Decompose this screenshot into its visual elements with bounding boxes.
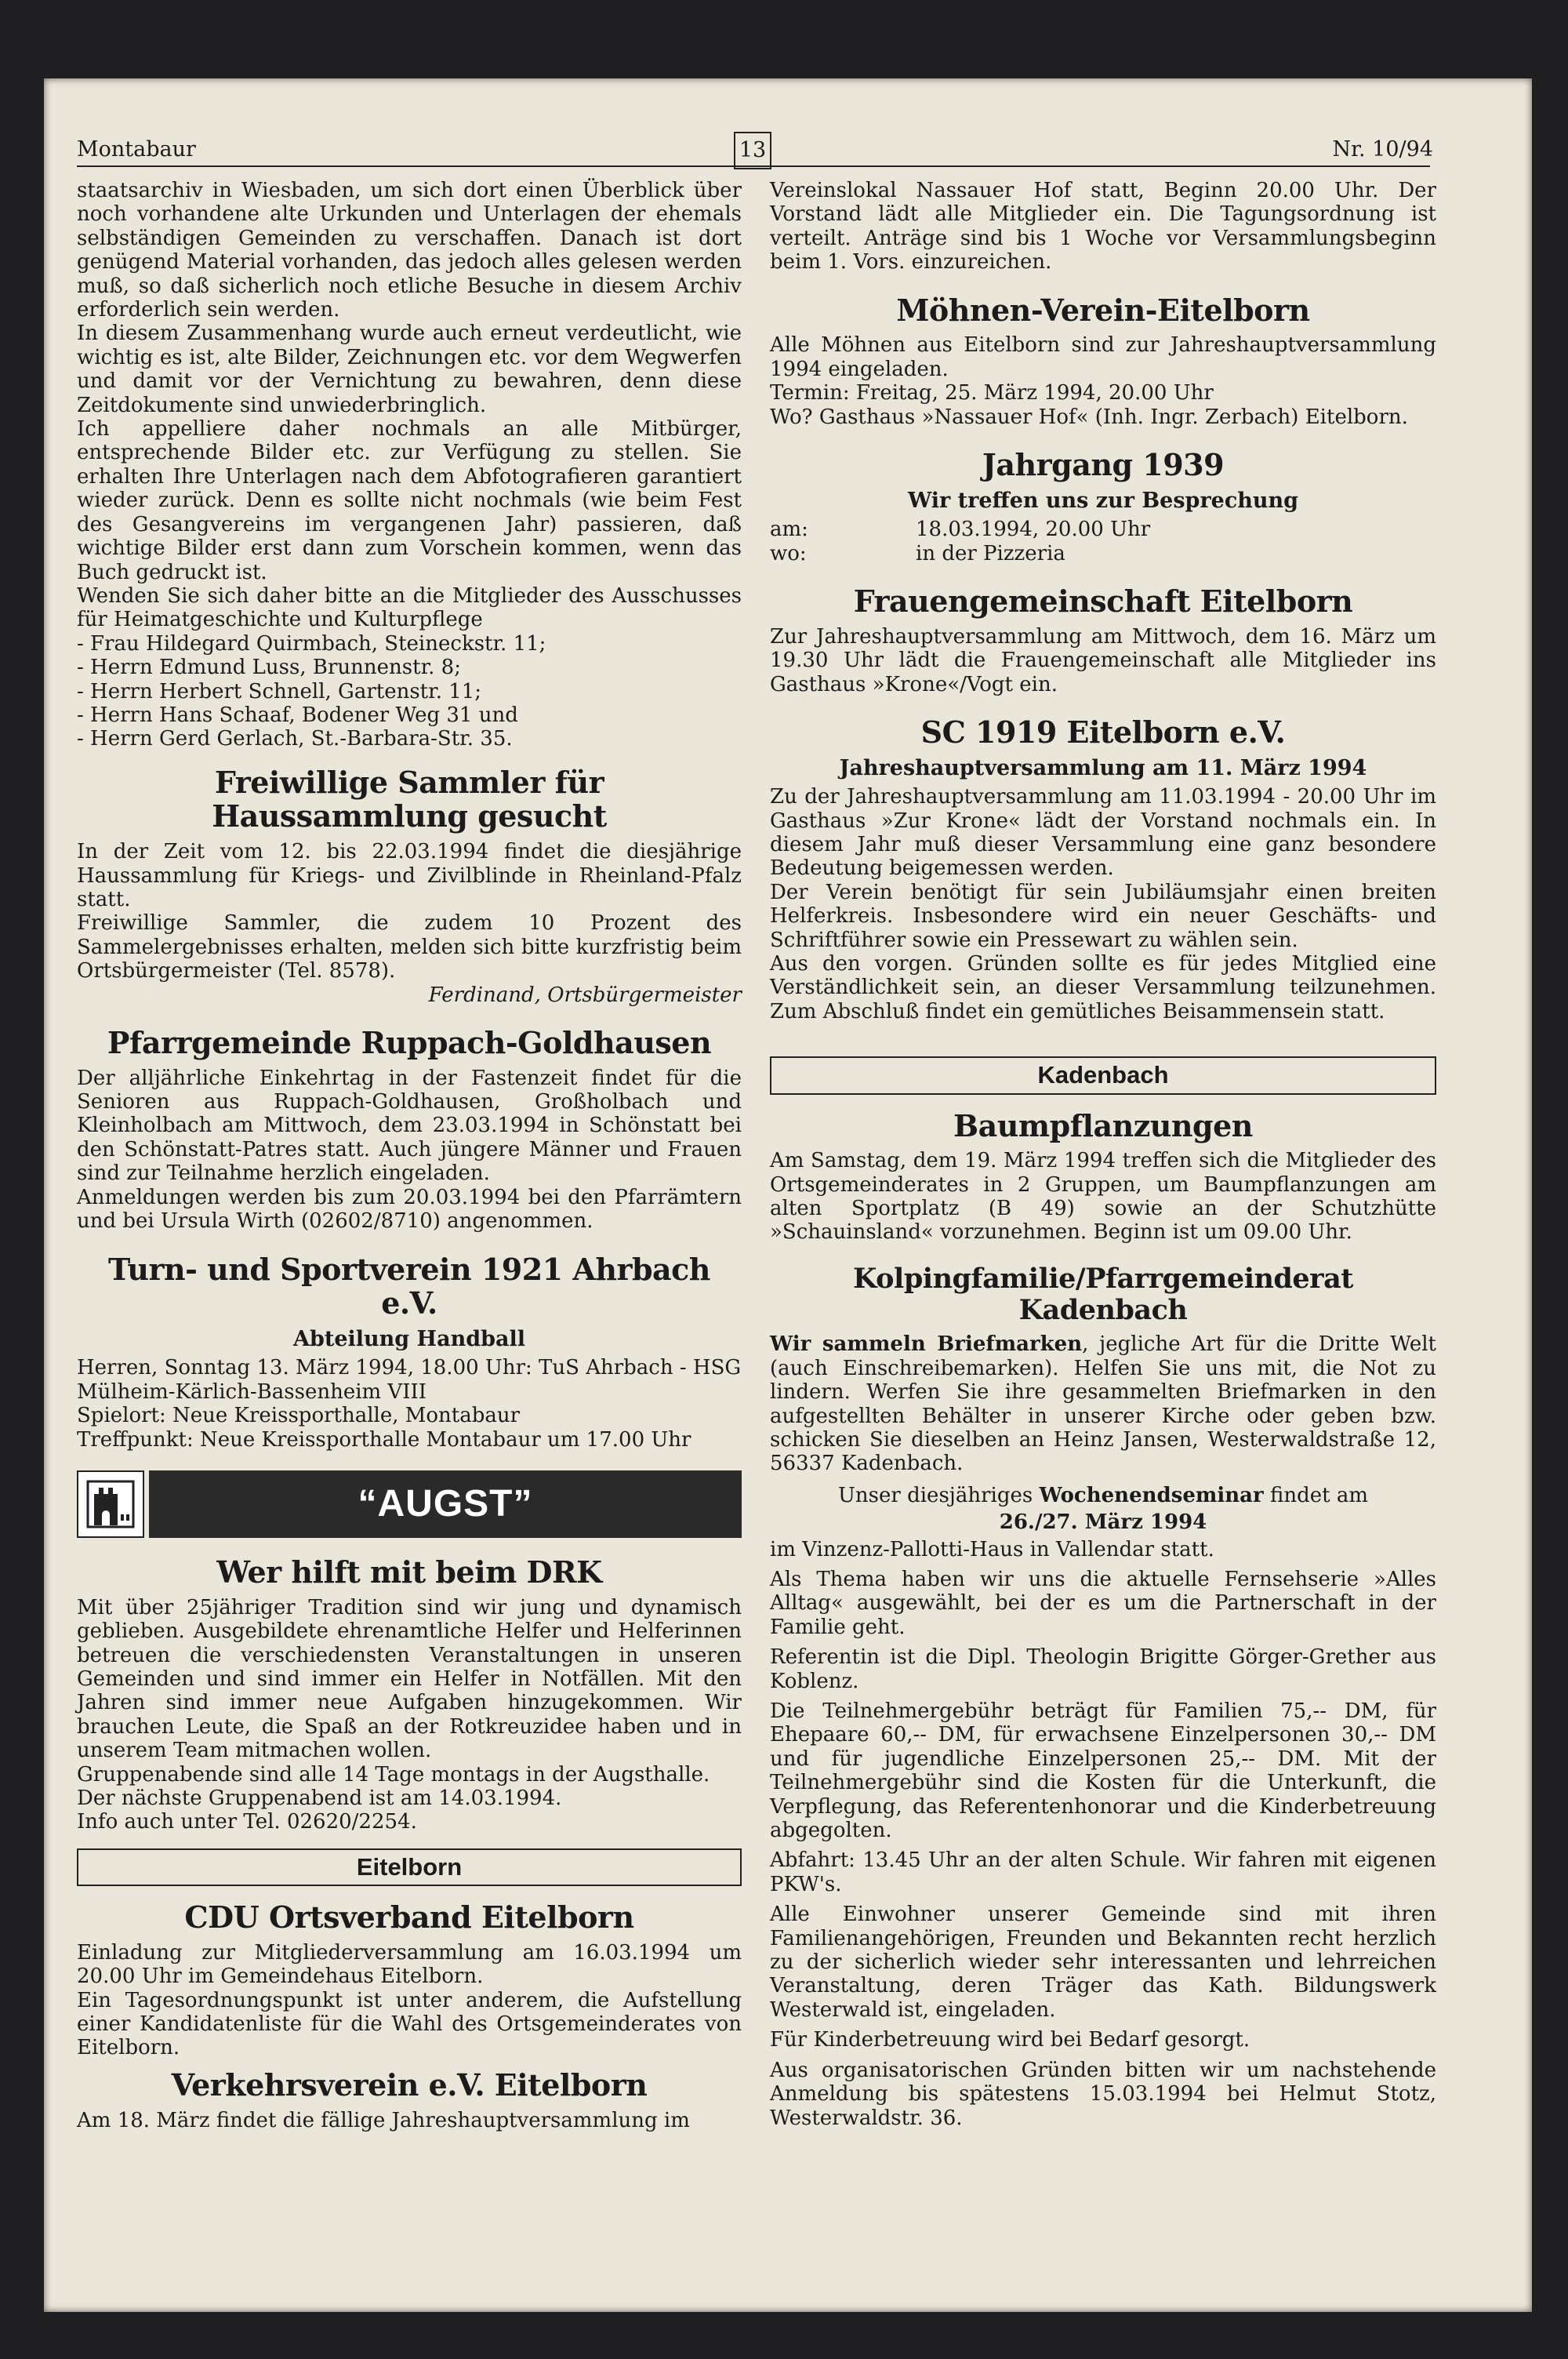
kolping-lead <box>770 1332 1436 1475</box>
pfarr-paragraph: Der alljährliche Einkehrtag in der Fastenzeit findet für die Senioren aus Ruppach-Goldhausen, Großholbach und Kleinholbach am Mittwoch, dem 23.03.1994 in Schönstatt bei den Schönstatt-Patres statt. Auch jüngere Männer und Frauen sind zur Teilnahme herzlich eingeladen. <box>77 1066 742 1186</box>
baum-paragraph: Am Samstag, dem 19. März 1994 treffen sich die Mitglieder des Ortsgemeinderates in 2 Gruppen, um Baumpflanzungen am alten Sportplatz (B 49) sowie an der Schutzhütte »Schauinsland« vorzunehmen. Beginn ist um 09.00 Uhr. <box>770 1149 1436 1245</box>
header-issue: Nr. 10/94 <box>1332 137 1433 162</box>
subheading-jahreshauptversammlung: Jahreshauptversammlung am 11. März 1994 <box>839 755 1367 780</box>
member-item: - Herrn Hans Schaaf, Bodener Weg 31 und <box>77 703 518 727</box>
augst-title: “AUGST” <box>149 1470 742 1538</box>
subheading-handball: Abteilung Handball <box>293 1326 525 1351</box>
heading-frauengemeinschaft: Frauengemeinschaft Eitelborn <box>853 583 1353 620</box>
augst-banner <box>77 1470 742 1538</box>
right-column <box>770 179 1436 2130</box>
sc-paragraph: Zu der Jahreshauptversammlung am 11.03.1994 - 20.00 Uhr im Gasthaus »Zur Krone« lädt der Vorstand nochmals ein. In diesem Jahr muß dieser Versammlung eine ganz besondere Bedeutung beigemessen werden. <box>770 785 1436 881</box>
kolping-paragraph: Als Thema haben wir uns die aktuelle Fernsehserie »Alles Alltag« ausgewählt, bei der es um die Partnerschaft in der Familie geht. <box>770 1567 1436 1639</box>
seminar-place: im Vinzenz-Pallotti-Haus in Vallendar statt. <box>770 1537 1214 1561</box>
member-item: - Herrn Herbert Schnell, Gartenstr. 11; <box>77 679 482 703</box>
signature: Ferdinand, Ortsbürgermeister <box>428 983 742 1007</box>
intro-paragraph: staatsarchiv in Wiesbaden, um sich dort einen Überblick über noch vorhandene alte Urkunden und Unterlagen der ehemals selbständigen Gemeinden zu verschaffen. Danach ist dort genügend Material vorhanden, das jedoch alles gelesen werden muß, so daß sicherlich noch etliche Besuche in diesem Archiv erforderlich sein werden. <box>77 179 742 322</box>
sammler-paragraph: In der Zeit vom 12. bis 22.03.1994 findet die diesjährige Haussammlung für Kriegs- und Zivilblinde in Rheinland-Pfalz statt. <box>77 840 742 911</box>
kolping-paragraph: Abfahrt: 13.45 Uhr an der alten Schule. Wir fahren mit eigenen PKW's. <box>770 1848 1436 1896</box>
section-box-eitelborn: Eitelborn <box>77 1848 742 1886</box>
meeting-place-row <box>770 542 1436 565</box>
turn-line: Herren, Sonntag 13. März 1994, 18.00 Uhr: TuS Ahrbach - HSG Mülheim-Kärlich-Bassenheim VIII <box>77 1356 742 1404</box>
cdu-paragraph: Ein Tagesordnungspunkt ist unter anderem, die Aufstellung einer Kandidatenliste für die Wahl des Ortsgemeinderates von Eitelborn. <box>77 1988 742 2060</box>
left-column <box>77 179 742 2132</box>
drk-paragraph: Gruppenabende sind alle 14 Tage montags in der Augsthalle. Der nächste Gruppenabend ist am 14.03.1994. <box>77 1762 710 1811</box>
moehnen-paragraph: Alle Möhnen aus Eitelborn sind zur Jahreshauptversammlung 1994 eingeladen. <box>770 333 1436 381</box>
heading-kolpingfamilie: Kolpingfamilie/Pfarrgemeinderat Kadenbach <box>853 1262 1353 1327</box>
kolping-paragraph: Für Kinderbetreuung wird bei Bedarf gesorgt. <box>770 2028 1250 2052</box>
page-number: 13 <box>734 132 771 169</box>
pfarr-paragraph: Anmeldungen werden bis zum 20.03.1994 bei den Pfarrämtern und bei Ursula Wirth (02602/8710) angenommen. <box>77 1185 742 1234</box>
heading-turnverein: Turn- und Sportverein 1921 Ahrbach e.V. <box>108 1251 710 1321</box>
moehnen-paragraph: Termin: Freitag, 25. März 1994, 20.00 Uhr <box>770 381 1214 405</box>
sc-paragraph: Der Verein benötigt für sein Jubiläumsjahr einen breiten Helferkreis. Insbesondere wird ein neuer Geschäfts- und Schriftführer sowie ein Pressewart zu wählen sein. <box>770 880 1436 952</box>
kolping-lead-bold: Wir sammeln Briefmarken <box>770 1332 1083 1357</box>
seminar-line <box>770 1484 1436 1507</box>
intro-paragraph: Ich appelliere daher nochmals an alle Mitbürger, entsprechende Bilder etc. zur Verfügung zu stellen. Sie erhalten Ihre Unterlagen nach dem Abfotografieren garantiert wieder zurück. Denn es sollte nicht nochmals (wie beim Fest des Gesangvereins im vergangenen Jahr) passieren, daß wichtige Bilder erst dann zum Vorschein kommen, wenn das Buch gedruckt ist. <box>77 417 742 584</box>
heading-baumpflanzungen: Baumpflanzungen <box>953 1107 1253 1143</box>
intro-paragraph: In diesem Zusammenhang wurde auch erneut verdeutlicht, wie wichtig es ist, alte Bilder, Zeichnungen etc. vor dem Wegwerfen und damit vor der Vernichtung zu bewahren, denn diese Zeitdokumente sind unwiederbringlich. <box>77 322 742 417</box>
moehnen-paragraph: Wo? Gasthaus »Nassauer Hof« (Inh. Ingr. Zerbach) Eitelborn. <box>770 405 1408 429</box>
heading-cdu: CDU Ortsverband Eitelborn <box>184 1899 634 1936</box>
value-wo: in der Pizzeria <box>916 541 1065 565</box>
sc-paragraph: Aus den vorgen. Gründen sollte es für jedes Mitglied eine Verständlichkeit sein, an dieser Versammlung teilzunehmen. Zum Abschluß findet ein gemütliches Beisammensein statt. <box>770 952 1436 1023</box>
cdu-paragraph: Einladung zur Mitgliederversammlung am 16.03.1994 um 20.00 Uhr im Gemeindehaus Eitelborn. <box>77 1940 742 1989</box>
verkehr-paragraph: Am 18. März findet die fällige Jahreshauptversammlung im <box>77 2108 690 2132</box>
kolping-paragraph: Alle Einwohner unserer Gemeinde sind mit ihren Familienangehörigen, Freunden und Bekannten recht herzlich zu der sicherlich wieder sehr interessanten und lehrreichen Veranstaltung, deren Träger das Kath. Bildungswerk Westerwald ist, eingeladen. <box>770 1903 1436 2022</box>
seminar-pre: Unser diesjähriges <box>838 1483 1040 1507</box>
heading-sammler: Freiwillige Sammler für Haussammlung gesucht <box>212 764 607 834</box>
section-box-kadenbach: Kadenbach <box>770 1056 1436 1094</box>
subheading-besprechung: Wir treffen uns zur Besprechung <box>907 488 1299 513</box>
meeting-date-row <box>770 518 1436 541</box>
header-town: Montabaur <box>77 137 196 162</box>
label-am: am: <box>770 518 808 542</box>
member-item: - Herrn Edmund Luss, Brunnenstr. 8; <box>77 656 461 680</box>
castle-logo-icon <box>77 1470 144 1538</box>
drk-paragraph: Mit über 25jähriger Tradition sind wir jung und dynamisch geblieben. Ausgebildete ehrenamtliche Helfer und Helferinnen betreuen die verschiedensten Veranstaltungen in unseren Gemeinden und sind immer ein Helfer in Notfällen. Mit den Jahren sind immer neue Aufgaben hinzugekommen. Wir brauchen Leute, die Spaß an der Rotkreuzidee haben und in unserem Team mitmachen wollen. <box>77 1595 742 1763</box>
heading-sc-1919: SC 1919 Eitelborn e.V. <box>920 714 1286 750</box>
seminar-date: 26./27. März 1994 <box>999 1510 1207 1535</box>
seminar-post: findet am <box>1263 1483 1368 1507</box>
header-rule <box>77 165 1430 167</box>
frauen-paragraph: Zur Jahreshauptversammlung am Mittwoch, dem 16. März um 19.30 Uhr lädt die Frauengemeinschaft alle Mitglieder ins Gasthaus »Krone«/Vogt ein. <box>770 624 1436 696</box>
kolping-paragraph: Aus organisatorischen Gründen bitten wir um nachstehende Anmeldung bis spätestens 15.03.1994 bei Helmut Stotz, Westerwaldstr. 36. <box>770 2058 1436 2130</box>
kolping-lead-rest: , jegliche Art für die Dritte Welt (auch Einschreibemarken). Helfen Sie uns mit, die Not zu lindern. Werfen Sie ihre gesammelten Briefmarken in den aufgestellten Behälter in unserer Kirche oder geben bzw. schicken Sie dieselben an Heinz Jansen, Westerwaldstraße 12, 56337 Kadenbach. <box>770 1332 1436 1476</box>
turn-line: Treffpunkt: Neue Kreissporthalle Montabaur um 17.00 Uhr <box>77 1427 691 1452</box>
kolping-paragraph: Referentin ist die Dipl. Theologin Brigitte Görger-Grether aus Koblenz. <box>770 1645 1436 1693</box>
member-item: - Herrn Gerd Gerlach, St.-Barbara-Str. 35. <box>77 727 513 751</box>
label-wo: wo: <box>770 541 807 565</box>
drk-paragraph: Info auch unter Tel. 02620/2254. <box>77 1810 417 1834</box>
sammler-paragraph: Freiwillige Sammler, die zudem 10 Prozent des Sammelergebnisses erhalten, melden sich bitte kurzfristig beim Ortsbürgermeister (Tel. 8578). <box>77 911 742 983</box>
heading-pfarrgemeinde: Pfarrgemeinde Ruppach-Goldhausen <box>107 1024 712 1060</box>
seminar-bold: Wochenendseminar <box>1039 1483 1264 1507</box>
heading-drk: Wer hilft mit beim DRK <box>216 1554 602 1590</box>
member-item: - Frau Hildegard Quirmbach, Steineckstr. 11; <box>77 631 546 656</box>
value-am: 18.03.1994, 20.00 Uhr <box>916 518 1151 542</box>
intro-paragraph: Wenden Sie sich daher bitte an die Mitglieder des Ausschusses für Heimatgeschichte und Kulturpflege <box>77 583 742 632</box>
heading-jahrgang: Jahrgang 1939 <box>982 446 1225 482</box>
heading-verkehrsverein: Verkehrsverein e.V. Eitelborn <box>171 2066 648 2103</box>
heading-moehnen: Möhnen-Verein-Eitelborn <box>896 292 1310 328</box>
verkehr-continued: Vereinslokal Nassauer Hof statt, Beginn 20.00 Uhr. Der Vorstand lädt alle Mitglieder ein. Die Tagungsordnung ist verteilt. Anträge sind bis 1 Woche vor Versammlungsbeginn beim 1. Vors. einzureichen. <box>770 179 1436 274</box>
kolping-paragraph: Die Teilnehmergebühr beträgt für Familien 75,-- DM, für Ehepaare 60,-- DM, für erwachsene Einzelpersonen 30,-- DM und für jugendliche Einzelpersonen 25,-- DM. Mit der Teilnehmergebühr sind die Kosten für die Unterkunft, die Verpflegung, das Referentenhonorar und die Kinderbetreuung abgegolten. <box>770 1699 1436 1843</box>
turn-line: Spielort: Neue Kreissporthalle, Montabaur <box>77 1404 521 1428</box>
